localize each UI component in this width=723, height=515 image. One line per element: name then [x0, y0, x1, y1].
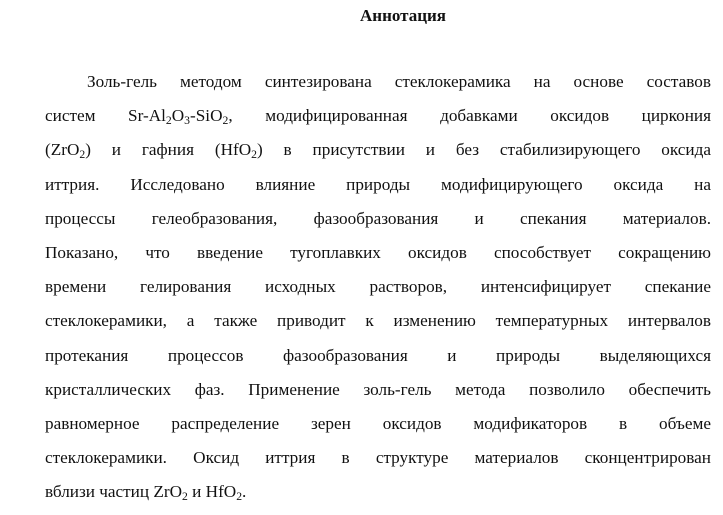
abstract-line — [45, 168, 711, 202]
abstract-line — [45, 373, 711, 407]
abstract-line — [45, 304, 711, 338]
text-run: стеклокерамики, а также приводит к изменению температурных интервалов — [45, 311, 711, 331]
abstract-line — [45, 236, 711, 270]
text-run: времени гелирования исходных растворов, интенсифицирует спекание — [45, 277, 711, 297]
subscript: 3 — [184, 114, 191, 128]
subscript: 2 — [79, 148, 86, 162]
text-run: ) и гафния (HfO — [85, 140, 252, 160]
text-run: -SiO — [190, 106, 223, 126]
text-run: O — [171, 106, 185, 126]
subscript: 2 — [182, 490, 188, 504]
text-run: Золь-гель методом синтезирована стеклокерамика на основе составов — [87, 72, 711, 91]
text-run: Показано, что введение тугоплавких оксидов способствует сокращению — [45, 242, 711, 262]
abstract-line — [45, 133, 711, 167]
abstract-line — [45, 270, 711, 304]
text-run: (ZrO — [45, 140, 80, 160]
subscript: 2 — [251, 148, 257, 162]
abstract-line — [45, 475, 711, 509]
abstract-line — [45, 65, 711, 99]
text-run: процессы гелеобразования, фазообразования и спекания материалов. — [45, 208, 711, 228]
text-run: иттрия. Исследовано влияние природы модифицирующего оксида на — [45, 174, 711, 194]
abstract-line — [45, 407, 711, 441]
text-run: равномерное распределение зерен оксидов модификаторов в объеме — [45, 413, 711, 433]
text-run: ) в присутствии и без стабилизирующего оксида — [256, 140, 711, 160]
subscript: 2 — [222, 114, 229, 128]
abstract-line — [45, 339, 711, 373]
subscript: 2 — [165, 114, 172, 128]
subscript: 2 — [236, 490, 243, 504]
abstract-line — [45, 202, 711, 236]
abstract-text — [45, 65, 711, 509]
text-run: и HfO — [187, 482, 237, 502]
text-run: систем Sr-Al — [45, 106, 166, 126]
text-run: , модифицированная добавками оксидов циркония — [228, 106, 712, 126]
text-run: протекания процессов фазообразования и природы выделяющихся — [45, 345, 711, 365]
abstract-line — [45, 441, 711, 475]
document-heading: Аннотация — [360, 6, 446, 25]
text-run: вблизи частиц ZrO — [45, 482, 183, 502]
abstract-line — [45, 99, 711, 133]
text-run: кристаллических фаз. Применение золь-гель метода позволило обеспечить — [45, 379, 711, 399]
text-run: стеклокерамики. Оксид иттрия в структуре материалов сконцентрирован — [45, 448, 711, 468]
text-run: . — [242, 482, 247, 502]
